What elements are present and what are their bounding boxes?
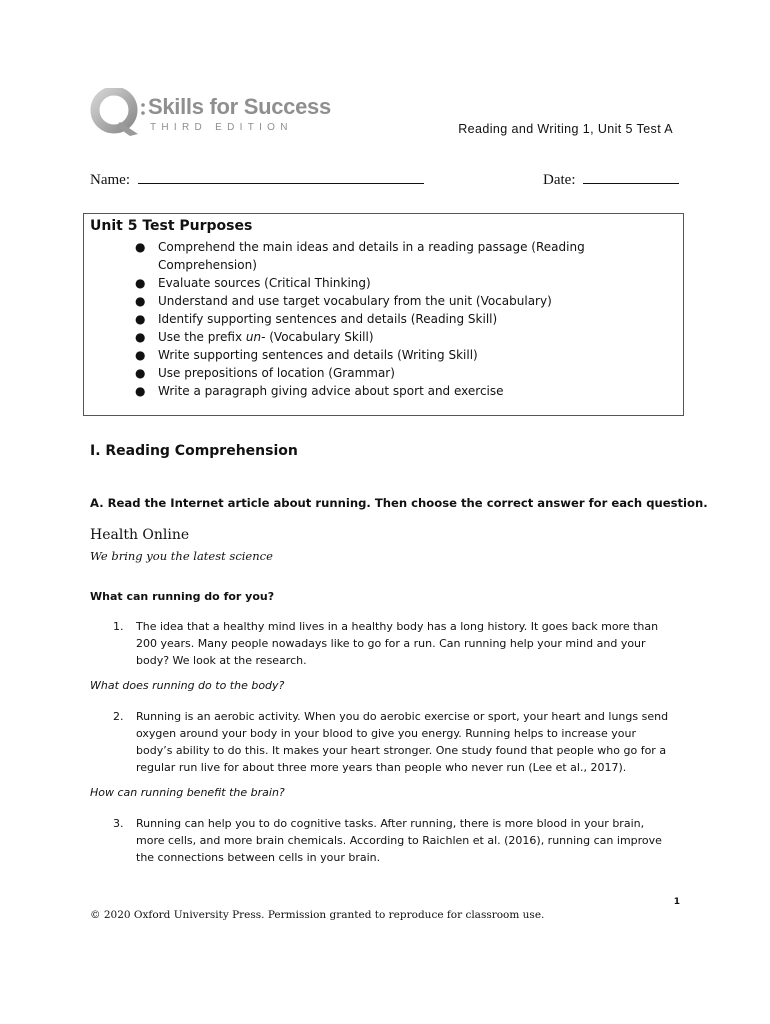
purpose-item (130, 310, 650, 328)
purpose-item (130, 238, 650, 274)
date-label: Date: (543, 172, 576, 188)
purpose-item-text: Evaluate sources (Critical Thinking) (158, 276, 371, 290)
date-blank-line (583, 169, 679, 184)
logo-title: Skills for Success (148, 94, 331, 119)
purposes-list (130, 238, 650, 400)
article-paragraph (113, 618, 693, 670)
purpose-item (130, 364, 650, 382)
purpose-item (130, 292, 650, 310)
article-tagline: We bring you the latest science (90, 549, 273, 563)
paragraph-number: 3. (113, 817, 124, 830)
bullet-icon: ● (135, 240, 146, 254)
purpose-item-text: Use prepositions of location (Grammar) (158, 366, 395, 380)
test-title: Reading and Writing 1, Unit 5 Test A (458, 122, 673, 136)
name-blank-line (138, 169, 424, 184)
paragraph-number: 1. (113, 620, 124, 633)
paragraph-text: Running is an aerobic activity. When you do aerobic exercise or sport, your heart and lungs send oxygen around your body in your blood to give you energy. Running helps to increase your body’s ability to do this. It makes your heart stronger. One study found that people who go for a regular run live for about three more years than people who never run (Lee et al., 2017). (136, 710, 669, 774)
purpose-item-text: Identify supporting sentences and details (Reading Skill) (158, 312, 498, 326)
article-main-heading: What can running do for you? (90, 590, 275, 603)
purpose-item (130, 328, 650, 346)
paragraph-text: Running can help you to do cognitive tasks. After running, there is more blood in your brain, more cells, and more brain chemicals. According to Raichlen et al. (2016), running can improve the connections between cells in your brain. (136, 817, 662, 864)
copyright-footer: © 2020 Oxford University Press. Permission granted to reproduce for classroom use. (90, 909, 545, 921)
article-paragraph (113, 708, 693, 778)
bullet-icon: ● (135, 384, 146, 398)
name-field (90, 169, 424, 189)
page-number: 1 (673, 897, 680, 907)
purpose-item (130, 274, 650, 292)
purpose-item-text: Write a paragraph giving advice about sport and exercise (158, 384, 504, 398)
purpose-item-text-post: (Vocabulary Skill) (265, 330, 374, 344)
bullet-icon: ● (135, 294, 146, 308)
instruction-text: A. Read the Internet article about running. Then choose the correct answer for each question. (90, 496, 708, 510)
date-field (543, 169, 679, 189)
bullet-icon: ● (135, 348, 146, 362)
purpose-item-text: Comprehend the main ideas and details in a reading passage (Reading Comprehension) (158, 240, 585, 272)
name-label: Name: (90, 172, 130, 188)
bullet-icon: ● (135, 330, 146, 344)
bullet-icon: ● (135, 366, 146, 380)
purpose-item-text: Understand and use target vocabulary from the unit (Vocabulary) (158, 294, 552, 308)
purpose-item-text: Write supporting sentences and details (Writing Skill) (158, 348, 478, 362)
paragraph-number: 2. (113, 710, 124, 723)
article-sub-heading: What does running do to the body? (90, 679, 285, 692)
test-purposes-box (83, 213, 684, 416)
purposes-heading: Unit 5 Test Purposes (90, 218, 253, 234)
article-paragraph (113, 815, 693, 867)
publisher-logo (90, 88, 350, 138)
q-logo-icon (90, 88, 152, 138)
purpose-item-prefix: un- (245, 330, 266, 344)
logo-subtitle: THIRD EDITION (150, 122, 293, 133)
article-sub-heading: How can running benefit the brain? (90, 786, 285, 799)
purpose-item (130, 346, 650, 364)
section-heading: I. Reading Comprehension (90, 443, 298, 459)
purpose-item (130, 382, 650, 400)
bullet-icon: ● (135, 276, 146, 290)
article-site-name: Health Online (90, 527, 190, 543)
bullet-icon: ● (135, 312, 146, 326)
paragraph-text: The idea that a healthy mind lives in a healthy body has a long history. It goes back more than 200 years. Many people nowadays like to go for a run. Can running help your mind and your body? We look at the research. (136, 620, 659, 667)
purpose-item-text-pre: Use the prefix (158, 330, 246, 344)
